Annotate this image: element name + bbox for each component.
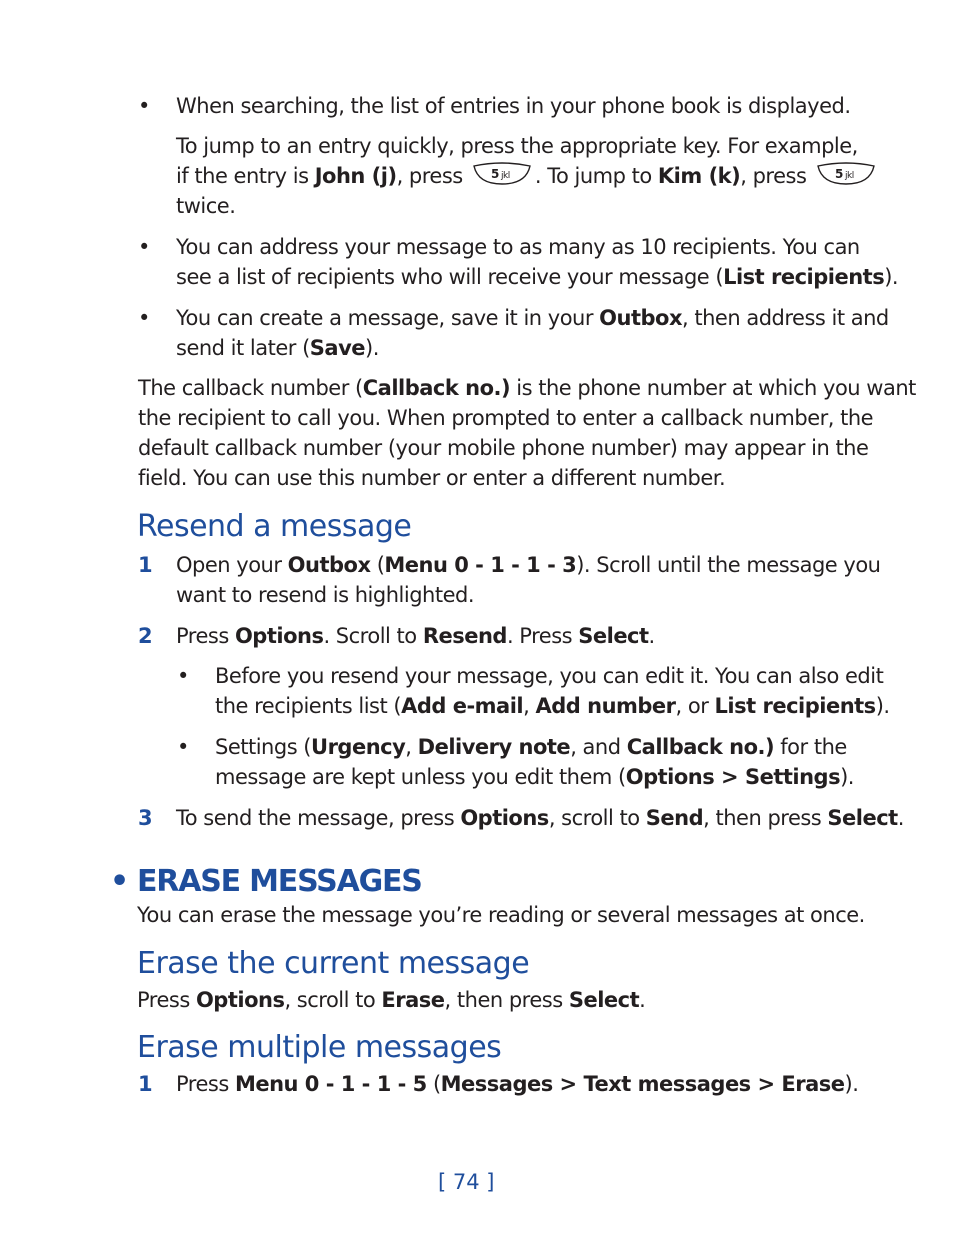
callback-paragraph-line4: field. You can use this number or enter a different number. [138, 466, 726, 490]
sub-bullet-edit-line2: the recipients list (Add e-mail, Add number, or List recipients). [215, 694, 890, 718]
jump-text-line2: if the entry is John (j), press 5 jkl . To jump to Kim (k), press 5 jkl [176, 161, 879, 191]
step2-line: Press Options. Scroll to Resend. Press Select. [176, 624, 655, 648]
step-number: 2 [138, 624, 153, 648]
section-bullet: • [110, 864, 130, 899]
step1-line2: want to resend is highlighted. [176, 583, 474, 607]
bullet-text-outbox-line2: send it later (Save). [176, 336, 379, 360]
erase-current-text: Press Options, scroll to Erase, then press Select. [137, 988, 646, 1012]
bullet-marker: • [177, 664, 190, 688]
key-5-icon [471, 162, 533, 186]
step-number: 1 [138, 1072, 153, 1096]
sub-bullet-settings-line1: Settings (Urgency, Delivery note, and Callback no.) for the [215, 735, 847, 759]
bullet-text-recipients-line2: see a list of recipients who will receive your message (List recipients). [176, 265, 899, 289]
key-digit: 5 [834, 167, 843, 181]
erase-multiple-step1: Press Menu 0 - 1 - 1 - 5 (Messages > Text messages > Erase). [176, 1072, 859, 1096]
callback-paragraph-line1: The callback number (Callback no.) is the phone number at which you want [138, 376, 916, 400]
bullet-text-recipients-line1: You can address your message to as many as 10 recipients. You can [176, 235, 860, 259]
page-number: [ 74 ] [438, 1170, 495, 1194]
key-letters: jkl [844, 171, 854, 181]
step3-line: To send the message, press Options, scroll to Send, then press Select. [176, 806, 904, 830]
sub-bullet-settings-line2: message are kept unless you edit them (Options > Settings). [215, 765, 854, 789]
key-letters: jkl [500, 171, 510, 181]
callback-paragraph-line3: default callback number (your mobile phone number) may appear in the [138, 436, 869, 460]
erase-intro: You can erase the message you’re reading or several messages at once. [137, 903, 865, 927]
jump-text-line1: To jump to an entry quickly, press the appropriate key. For example, [176, 134, 858, 158]
step-number: 3 [138, 806, 153, 830]
key-digit: 5 [490, 167, 499, 181]
erase-current-heading: Erase the current message [137, 946, 530, 981]
callback-paragraph-line2: the recipient to call you. When prompted to enter a callback number, the [138, 406, 874, 430]
step-number: 1 [138, 553, 153, 577]
bullet-text-outbox-line1: You can create a message, save it in your Outbox, then address it and [176, 306, 889, 330]
step1-line1: Open your Outbox (Menu 0 - 1 - 1 - 3). Scroll until the message you [176, 553, 881, 577]
erase-messages-heading: ERASE MESSAGES [137, 864, 422, 899]
bullet-marker: • [177, 735, 190, 759]
bullet-marker: • [138, 306, 151, 330]
bullet-marker: • [138, 94, 151, 118]
bullet-text-search: When searching, the list of entries in your phone book is displayed. [176, 94, 851, 118]
erase-multiple-heading: Erase multiple messages [137, 1030, 502, 1065]
key-5-icon [815, 162, 877, 186]
bullet-marker: • [138, 235, 151, 259]
resend-heading: Resend a message [137, 509, 412, 544]
jump-text-line3: twice. [176, 194, 236, 218]
sub-bullet-edit-line1: Before you resend your message, you can edit it. You can also edit [215, 664, 884, 688]
